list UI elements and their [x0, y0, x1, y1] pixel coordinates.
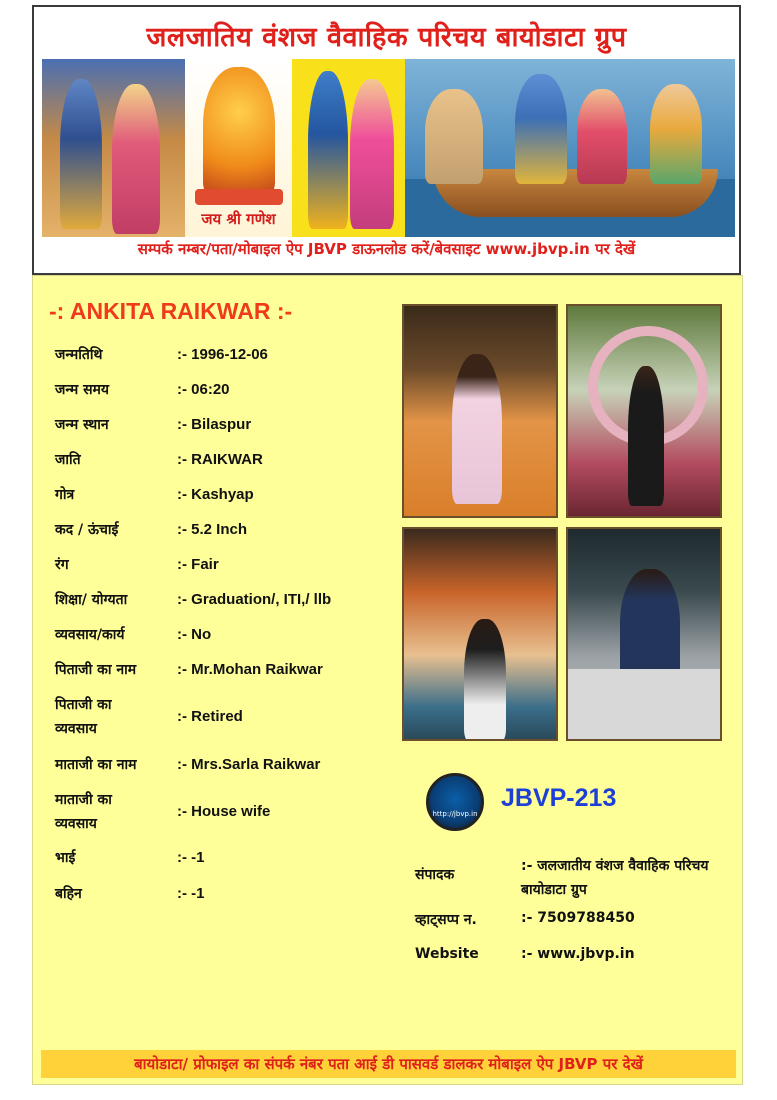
field-value: :- 5.2 Inch — [177, 521, 248, 538]
field-label: शिक्षा/ योग्यता — [55, 592, 128, 608]
field-label: कद / ऊंचाई — [55, 522, 119, 538]
field-label: पिताजी का नाम — [55, 662, 137, 678]
logo-url-text: http://jbvp.in — [432, 810, 478, 818]
header-contact-line: सम्पर्क नम्बर/पता/मोबाइल ऐप JBVP डाऊनलोड करें/बेवसाइट www.jbvp.in पर देखें — [137, 240, 636, 258]
field-label: भाई — [55, 850, 76, 866]
field-value: :- House wife — [177, 803, 271, 820]
field-value: :- Fair — [177, 556, 219, 573]
profile-photo-2 — [566, 304, 722, 518]
website-link[interactable]: :- www.jbvp.in — [521, 946, 635, 962]
profile-photo-4 — [566, 527, 722, 741]
banner-image-boat-scene — [405, 59, 735, 237]
editor-value: :- जलजातीय वंशज वैवाहिक परिचय बायोडाटा ग्रुप — [521, 858, 709, 898]
field-label: जन्म समय — [55, 382, 110, 398]
field-value: :- -1 — [177, 885, 205, 902]
field-value: :- Retired — [177, 708, 243, 725]
field-value: :- Kashyap — [177, 486, 254, 503]
biodata-card — [32, 275, 743, 1085]
field-label: बहिन — [55, 886, 82, 902]
profile-id: JBVP-213 — [501, 784, 617, 812]
field-value: :- 06:20 — [177, 381, 230, 398]
field-label: माताजी का व्यवसाय — [55, 792, 112, 832]
field-label: पिताजी का व्यवसाय — [55, 697, 112, 737]
field-label: जाति — [55, 452, 81, 468]
field-value: :- No — [177, 626, 212, 643]
profile-photo-1 — [402, 304, 558, 518]
field-label: माताजी का नाम — [55, 757, 137, 773]
website-label: Website — [415, 946, 479, 962]
whatsapp-value: :- 7509788450 — [521, 910, 635, 926]
header-banner — [32, 5, 741, 275]
profile-photo-3 — [402, 527, 558, 741]
jbvp-logo — [426, 773, 484, 831]
field-label: रंग — [55, 557, 69, 573]
field-row-mother-occupation — [55, 788, 375, 836]
field-label: गोत्र — [55, 487, 75, 503]
editor-row — [415, 854, 735, 904]
field-label: व्यवसाय/कार्य — [55, 627, 125, 643]
field-row-father-occupation — [55, 693, 375, 741]
field-value: :- RAIKWAR — [177, 451, 263, 468]
field-value: :- -1 — [177, 849, 205, 866]
field-value: :- Mrs.Sarla Raikwar — [177, 756, 321, 773]
field-value: :- Bilaspur — [177, 416, 252, 433]
profile-name: -: ANKITA RAIKWAR :- — [49, 298, 293, 324]
jai-shri-ganesh-caption: जय श्री गणेश — [201, 210, 276, 228]
field-value: :- Mr.Mohan Raikwar — [177, 661, 323, 678]
whatsapp-label: व्हाट्सप्प न. — [415, 912, 477, 928]
editor-label: संपादक — [415, 867, 455, 883]
field-value: :- Graduation/, ITI,/ llb — [177, 591, 332, 608]
field-label: जन्म स्थान — [55, 417, 109, 433]
banner-image-ram-sita — [292, 59, 405, 237]
field-label: जन्मतिथि — [55, 347, 103, 363]
banner-image-ram-sita-wedding — [42, 59, 185, 237]
field-value: :- 1996-12-06 — [177, 346, 268, 363]
header-title: जलजातिय वंशज वैवाहिक परिचय बायोडाटा ग्रुप — [146, 22, 627, 53]
footer-banner: बायोडाटा/ प्रोफाइल का संपर्क नंबर पता आई डी पासवर्ड डालकर मोबाइल ऐप JBVP पर देखें — [41, 1050, 736, 1078]
